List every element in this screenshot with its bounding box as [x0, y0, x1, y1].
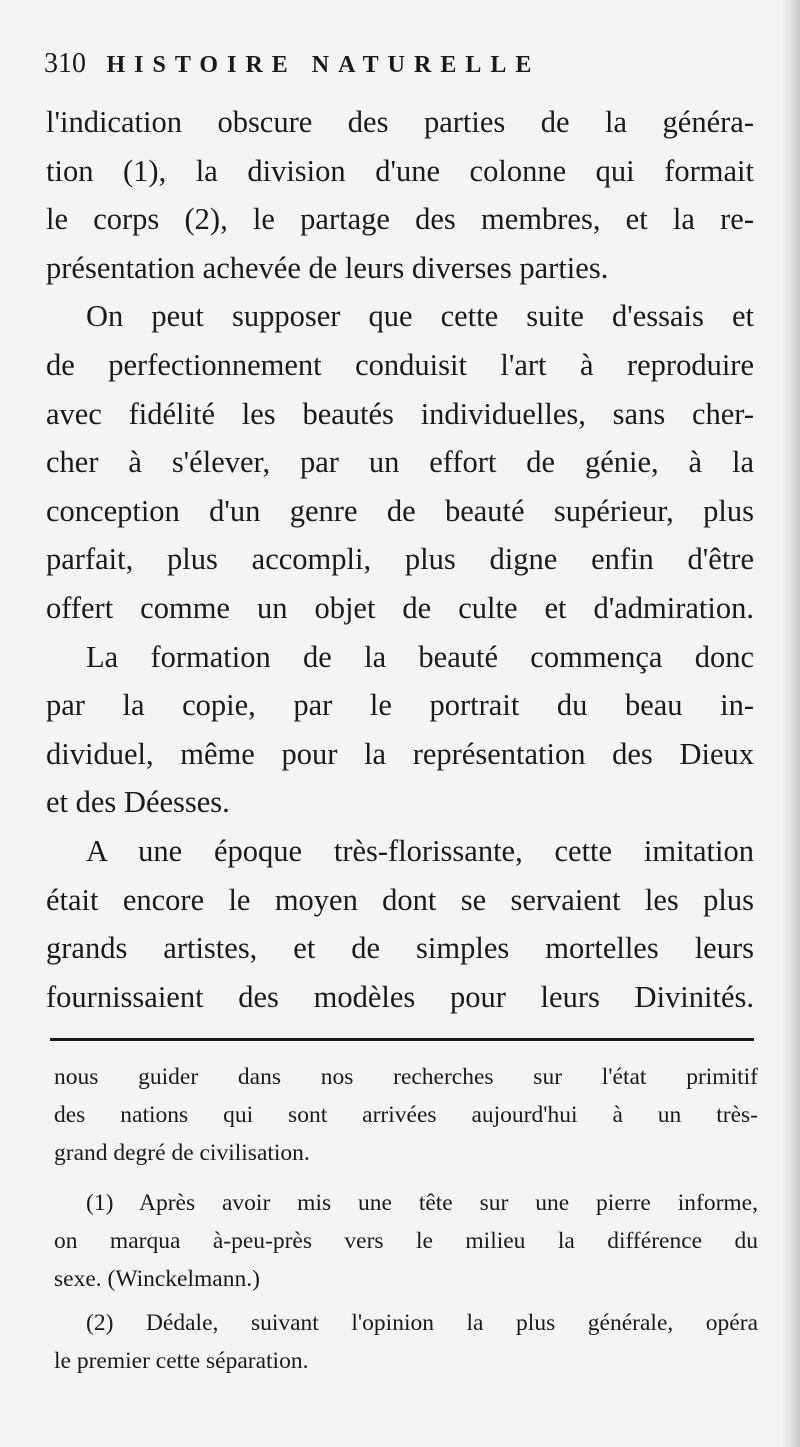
running-header [44, 48, 540, 80]
text-line: fournissaient des modèles pour leurs Divinités. [46, 979, 754, 1014]
footnote-line: (2) Dédale, suivant l'opinion la plus générale, opéra [86, 1310, 758, 1336]
text-line: par la copie, par le portrait du beau in- [46, 688, 754, 723]
text-line: tion (1), la division d'une colonne qui formait [46, 153, 754, 188]
footnote-line: nous guider dans nos recherches sur l'état primitif [54, 1064, 758, 1090]
text-line: cher à s'élever, par un effort de génie, à la [46, 445, 754, 480]
text-line: présentation achevée de leurs diverses parties. [46, 250, 609, 285]
page-edge-shadow [782, 0, 800, 1447]
text-line: et des Déesses. [46, 785, 230, 820]
text-line: La formation de la beauté commença donc [86, 639, 754, 674]
footnote-line: (1) Après avoir mis une tête sur une pierre informe, [86, 1190, 758, 1216]
text-line: avec fidélité les beautés individuelles, sans cher- [46, 396, 754, 431]
paragraph [46, 633, 754, 827]
footnote-rule [50, 1038, 754, 1041]
main-text [46, 98, 754, 1021]
text-line: était encore le moyen dont se servaient les plus [46, 882, 754, 917]
paragraph [46, 827, 754, 1021]
text-line: le corps (2), le partage des membres, et la re- [46, 202, 754, 237]
text-line: parfait, plus accompli, plus digne enfin d'être [46, 542, 754, 577]
footnote-line: on marqua à-peu-près vers le milieu la différence du [54, 1228, 758, 1254]
footnote-continuation [54, 1058, 758, 1172]
text-line: grands artistes, et de simples mortelles leurs [46, 931, 754, 966]
footnote-line: grand degré de civilisation. [54, 1140, 310, 1166]
page-number: 310 [44, 48, 86, 79]
text-line: l'indication obscure des parties de la généra- [46, 105, 754, 139]
paragraph [46, 98, 754, 292]
running-title: HISTOIRE NATURELLE [106, 52, 541, 78]
text-line: On peut supposer que cette suite d'essais et [86, 299, 754, 334]
footnote-line: des nations qui sont arrivées aujourd'hui à un très- [54, 1102, 758, 1128]
text-line: dividuel, même pour la représentation des Dieux [46, 736, 754, 771]
text-line: A une époque très-florissante, cette imitation [86, 833, 754, 868]
footnote-line: sexe. (Winckelmann.) [54, 1266, 260, 1292]
text-line: de perfectionnement conduisit l'art à reproduire [46, 347, 754, 382]
footnote-2 [54, 1304, 758, 1380]
text-line: conception d'un genre de beauté supérieur, plus [46, 493, 754, 528]
footnote-1 [54, 1184, 758, 1298]
footnote-line: le premier cette séparation. [54, 1348, 309, 1374]
text-line: offert comme un objet de culte et d'admiration. [46, 590, 754, 625]
footnotes [54, 1058, 758, 1380]
paragraph [46, 292, 754, 632]
